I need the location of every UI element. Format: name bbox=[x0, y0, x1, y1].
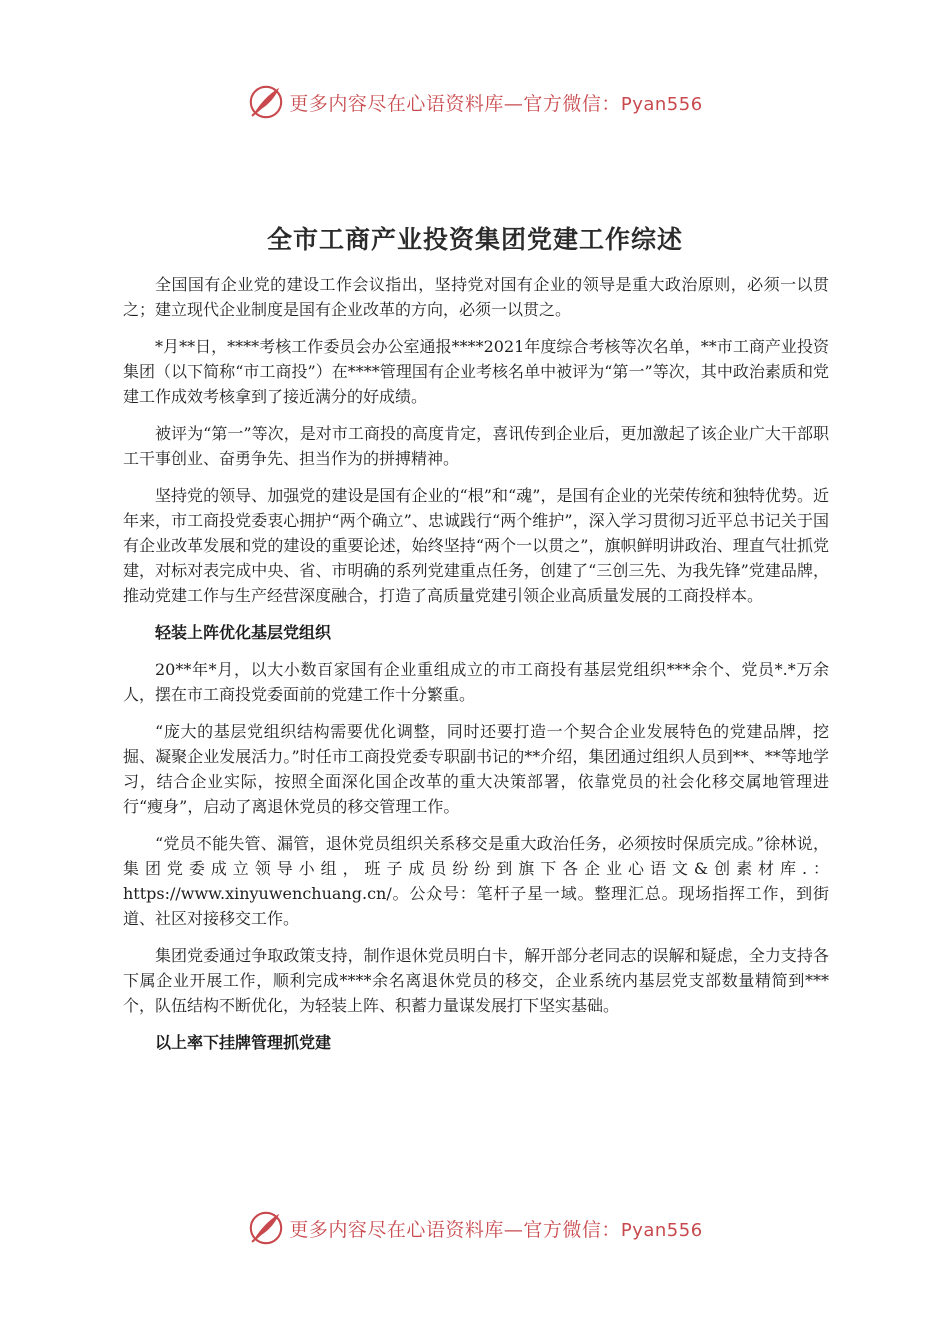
watermark-text: 更多内容尽在心语资料库—官方微信：Pyan556 bbox=[289, 1218, 703, 1241]
paragraph: *月**日，****考核工作委员会办公室通报****2021年度综合考核等次名单，**市工商产业投资集团（以下简称“市工商投”）在****管理国有企业考核名单中被评为“第一”等次，其中政治素质和党建工作成效考核拿到了接近满分的好成绩。 bbox=[123, 337, 829, 406]
document-title: 全市工商产业投资集团党建工作综述 bbox=[266, 225, 683, 254]
watermark-banner-top bbox=[0, 80, 950, 124]
document-body bbox=[123, 272, 829, 1067]
watermark-text: 更多内容尽在心语资料库—官方微信：Pyan556 bbox=[289, 92, 703, 115]
paragraph: 坚持党的领导、加强党的建设是国有企业的“根”和“魂”，是国有企业的光荣传统和独特优势。近年来，市工商投党委衷心拥护“两个确立”、忠诚践行“两个维护”，深入学习贯彻习近平总书记关于国有企业改革发展和党的建设的重要论述，始终坚持“两个一以贯之”，旗帜鲜明讲政治、理直气壮抓党建，对标对表完成中央、省、市明确的系列党建重点任务，创建了“三创三先、为我先锋”党建品牌，推动党建工作与生产经营深度融合，打造了高质量党建引领企业高质量发展的工商投样本。 bbox=[123, 486, 829, 605]
paragraph: 集团党委通过争取政策支持，制作退休党员明白卡，解开部分老同志的误解和疑虑，全力支持各下属企业开展工作，顺利完成****余名离退休党员的移交，企业系统内基层党支部数量精简到***个，队伍结构不断优化，为轻装上阵、积蓄力量谋发展打下坚实基础。 bbox=[123, 946, 829, 1015]
section-heading: 轻装上阵优化基层党组织 bbox=[155, 623, 332, 642]
paragraph: 被评为“第一”等次，是对市工商投的高度肯定，喜讯传到企业后，更加激起了该企业广大干部职工干事创业、奋勇争先、担当作为的拼搏精神。 bbox=[123, 424, 829, 468]
quill-logo-icon bbox=[247, 1209, 285, 1247]
paragraph: “党员不能失管、漏管，退休党员组织关系移交是重大政治任务，必须按时保质完成。”徐林说，集团党委成立领导小组，班子成员纷纷到旗下各企业心语文&创素材库.：https://www.xinyuwenchuang.cn/。公众号：笔杆子星一域。整理汇总。现场指挥工作，到街道、社区对接移交工作。 bbox=[123, 834, 829, 928]
watermark-banner-bottom bbox=[0, 1206, 950, 1250]
paragraph: “庞大的基层党组织结构需要优化调整，同时还要打造一个契合企业发展特色的党建品牌，挖掘、凝聚企业发展活力。”时任市工商投党委专职副书记的**介绍，集团通过组织人员到**、**等地学习，结合企业实际，按照全面深化国企改革的重大决策部署，依靠党员的社会化移交属地管理进行“瘦身”，启动了离退休党员的移交管理工作。 bbox=[123, 722, 829, 816]
quill-logo-icon bbox=[247, 83, 285, 121]
paragraph: 20**年*月，以大小数百家国有企业重组成立的市工商投有基层党组织***余个、党员*.*万余人，摆在市工商投党委面前的党建工作十分繁重。 bbox=[123, 660, 829, 704]
section-heading: 以上率下挂牌管理抓党建 bbox=[155, 1033, 332, 1052]
paragraph: 全国国有企业党的建设工作会议指出，坚持党对国有企业的领导是重大政治原则，必须一以贯之；建立现代企业制度是国有企业改革的方向，必须一以贯之。 bbox=[123, 275, 829, 319]
